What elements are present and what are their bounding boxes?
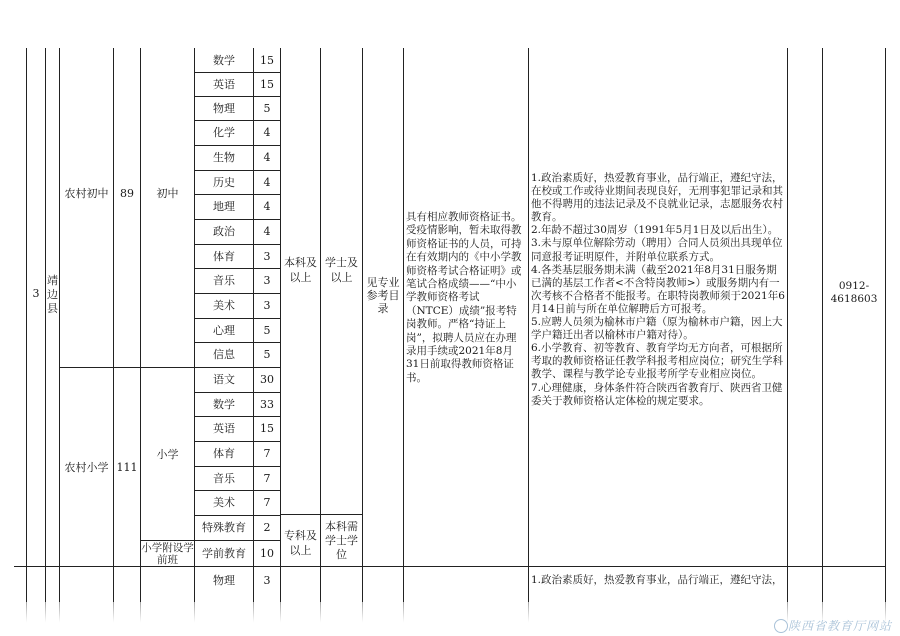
subject-count: 15	[260, 77, 274, 91]
subject-name: 地理	[213, 200, 235, 213]
subject-count: 2	[263, 521, 271, 534]
county-name: 靖边县	[47, 274, 58, 315]
next-requirement: 1.政治素质好，热爱教育事业，品行端正，遵纪守法，	[531, 574, 783, 586]
subject-count: 4	[263, 151, 271, 164]
subject-name: 语文	[213, 373, 235, 386]
subject-count: 4	[263, 225, 271, 238]
subject-count: 3	[263, 249, 271, 263]
subject-name: 心理	[213, 323, 235, 337]
next-subject: 物理	[213, 573, 235, 587]
position-count-2: 111	[116, 460, 138, 474]
requirement-item: 4.各类基层服务期未满（截至2021年8月31日服务期已满的基层工作者<不含特岗教师>）或服务期内有一次考核不合格者不能报考。在职特岗教师须于2021年6月14日前与所在单位解聘后方可报考。	[531, 263, 785, 315]
subject-name: 生物	[213, 151, 235, 164]
degree-requirement-special: 本科需学士学位	[325, 520, 358, 561]
subject-name: 音乐	[213, 274, 235, 287]
watermark: 陕西省教育厅网站	[787, 619, 892, 633]
subject-count: 30	[260, 373, 274, 386]
subject-name: 美术	[213, 299, 235, 312]
position-level-2: 小学	[156, 447, 179, 461]
bottom-fade	[0, 602, 900, 636]
requirement-item: 5.应聘人员须为榆林市户籍（原为榆林市户籍，因上大学户籍迁出者以榆林市户籍对待）。	[531, 316, 783, 342]
subject-name: 音乐	[213, 471, 235, 485]
subject-count: 10	[260, 546, 274, 560]
row-index: 3	[32, 286, 40, 300]
subject-count: 15	[260, 53, 274, 67]
next-subject-count: 3	[263, 573, 271, 587]
contact-phone: 0912-4618603	[830, 280, 878, 305]
subject-name: 数学	[213, 397, 235, 411]
requirement-item: 3.未与原单位解除劳动（聘用）合同人员须出具现单位同意报考证明原件，并附单位联系方式。	[531, 237, 783, 263]
certificate-requirement: 具有相应教师资格证书。受疫情影响，暂未取得教师资格证书的人员，可持在有效期内的《中小学教师资格考试合格证明》或笔试合格成绩——“中小学教师资格考试（NTCE）成绩”报考特岗教师。严格“持证上岗”，拟聘人员应在办理录用手续或2021年8月31日前取得教师资格证书。	[406, 211, 522, 384]
subject-name: 学前教育	[202, 546, 246, 560]
subject-name: 数学	[213, 53, 235, 67]
position-name-1: 农村初中	[64, 186, 109, 200]
subject-count: 7	[263, 447, 271, 460]
subject-name: 英语	[213, 77, 235, 91]
watermark-icon	[774, 619, 788, 633]
subject-count: 4	[263, 126, 271, 139]
requirement-item: 7.心理健康，身体条件符合陕西省教育厅、陕西省卫健委关于教师资格认定体检的规定要求。	[531, 381, 783, 407]
subject-count: 15	[260, 422, 274, 435]
requirement-item: 6.小学教育、初等教育、教育学均无方向者，可根据所考取的教师资格证任教学科报考相应岗位；研究生学科教学、课程与教学论专业报考所学专业相应岗位。	[531, 342, 783, 381]
degree-requirement: 学士及以上	[325, 256, 358, 284]
position-name-2: 农村小学	[64, 460, 109, 474]
subject-count: 4	[263, 200, 271, 213]
subject-name: 历史	[213, 175, 235, 189]
subject-count: 7	[263, 496, 271, 509]
subject-name: 政治	[213, 225, 235, 238]
subject-name: 特殊教育	[202, 521, 246, 534]
subject-name: 信息	[213, 348, 235, 361]
subject-name: 体育	[213, 249, 235, 263]
education-requirement: 本科及以上	[284, 256, 317, 284]
subject-count: 7	[263, 471, 271, 485]
subject-name: 物理	[213, 101, 235, 115]
subject-count: 4	[263, 175, 271, 189]
major-reference: 见专业参考目录	[366, 275, 400, 315]
subject-name: 体育	[213, 447, 235, 460]
position-level-1: 初中	[156, 186, 179, 200]
subject-name: 美术	[213, 496, 235, 509]
subject-count: 5	[263, 101, 271, 115]
education-requirement-special: 专科及以上	[284, 529, 317, 557]
subject-count: 3	[263, 274, 271, 287]
subject-count: 5	[263, 323, 271, 337]
subject-name: 英语	[213, 422, 235, 435]
requirements-list	[531, 172, 785, 408]
requirement-item: 1.政治素质好，热爱教育事业，品行端正，遵纪守法，在校或工作或待业期间表现良好，无刑事犯罪记录和其他不得聘用的违法记录及不良就业记录，志愿服务农村教育。	[531, 172, 783, 224]
preschool-level: 小学附设学前班	[141, 541, 194, 566]
subject-count: 5	[263, 348, 271, 361]
position-count-1: 89	[120, 186, 134, 200]
requirement-item: 2.年龄不超过30周岁（1991年5月1日及以后出生）。	[531, 224, 779, 237]
subject-count: 33	[260, 397, 274, 411]
subject-name: 化学	[213, 126, 235, 139]
subject-count: 3	[263, 299, 271, 312]
